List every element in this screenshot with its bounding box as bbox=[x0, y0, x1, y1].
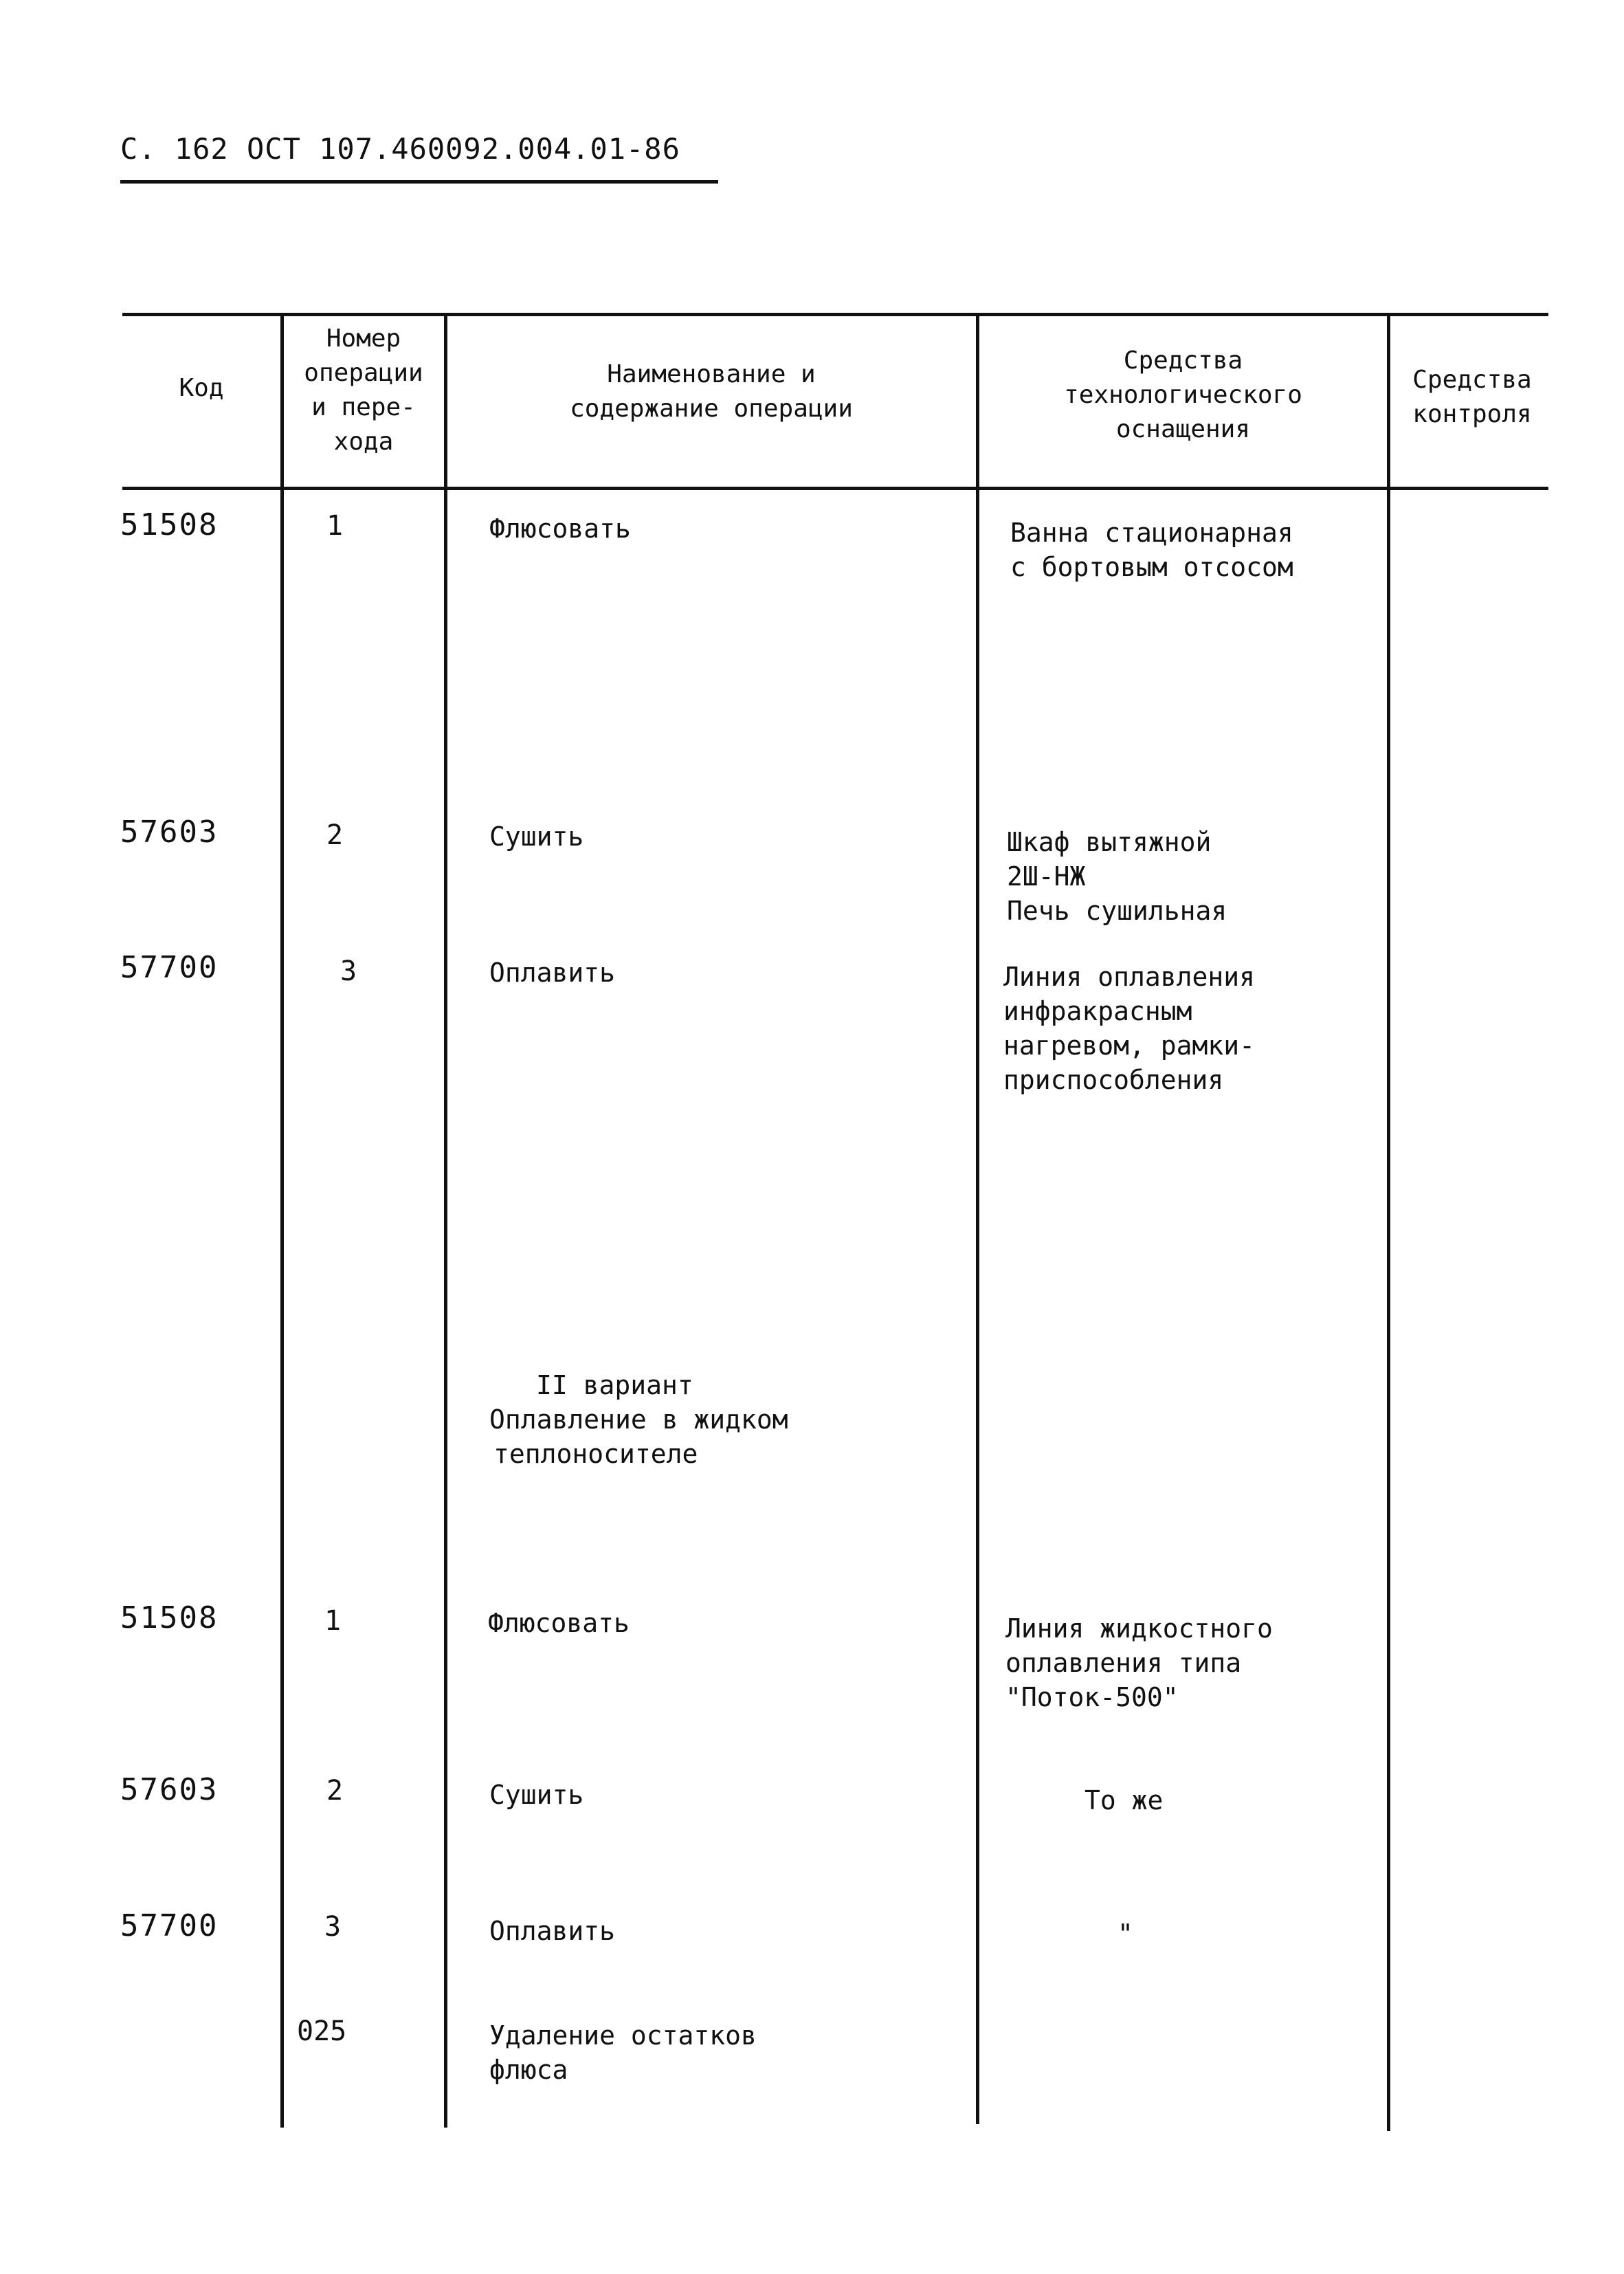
row-code: 57700 bbox=[120, 1908, 219, 1943]
page-header: С. 162 ОСТ 107.460092.004.01-86 bbox=[120, 132, 680, 166]
row-equipment: Ванна стационарная с бортовым отсосом bbox=[1010, 518, 1293, 582]
row-code: 57603 bbox=[120, 1772, 219, 1807]
table-top-rule bbox=[122, 313, 1548, 316]
header-underline bbox=[120, 180, 718, 184]
row-num: 2 bbox=[326, 819, 344, 851]
header-equipment: Средства технологического оснащения bbox=[1064, 346, 1302, 443]
row-name: Флюсовать bbox=[489, 514, 631, 544]
column-divider-3 bbox=[976, 316, 979, 2124]
row-equipment: Шкаф вытяжной 2Ш-НЖ Печь сушильная bbox=[1007, 827, 1227, 926]
row-num: 3 bbox=[324, 1911, 342, 1943]
row-name: Флюсовать bbox=[488, 1608, 630, 1638]
row-code: 57700 bbox=[120, 950, 219, 985]
row-code: 57603 bbox=[120, 815, 219, 850]
table-header-rule bbox=[122, 487, 1548, 490]
header-op-number: Номер операции и пере- хода bbox=[304, 324, 423, 456]
row-num: 3 bbox=[340, 956, 357, 987]
column-divider-2 bbox=[444, 313, 447, 2128]
row-name: Оплавить bbox=[489, 1916, 616, 1946]
row-equipment: Линия оплавления инфракрасным нагревом, рамки- приспособления bbox=[1003, 962, 1256, 1095]
row-num: 1 bbox=[324, 1605, 342, 1637]
header-control: Средства контроля bbox=[1412, 366, 1532, 428]
row-equipment: То же bbox=[1084, 1785, 1164, 1815]
column-divider-1 bbox=[280, 313, 284, 2128]
row-equipment: Линия жидкостного оплавления типа "Поток-500" bbox=[1005, 1613, 1273, 1712]
row-num: 2 bbox=[326, 1775, 344, 1807]
row-num: 1 bbox=[326, 510, 344, 542]
row-name: Сушить bbox=[489, 1780, 584, 1810]
column-divider-4 bbox=[1387, 316, 1390, 2131]
header-name: Наименование и содержание операции bbox=[570, 360, 853, 423]
row-code: 51508 bbox=[120, 507, 219, 542]
row-equipment: " bbox=[1117, 1919, 1133, 1949]
row-code: 51508 bbox=[120, 1600, 219, 1635]
row-num: 025 bbox=[297, 2016, 347, 2047]
row-name: Сушить bbox=[489, 821, 584, 852]
row-name: Оплавить bbox=[489, 958, 616, 988]
section-heading: II вариант Оплавление в жидком теплоносителе bbox=[489, 1370, 788, 1469]
row-name: Удаление остатков флюса bbox=[489, 2020, 757, 2085]
header-code: Код bbox=[179, 374, 224, 402]
